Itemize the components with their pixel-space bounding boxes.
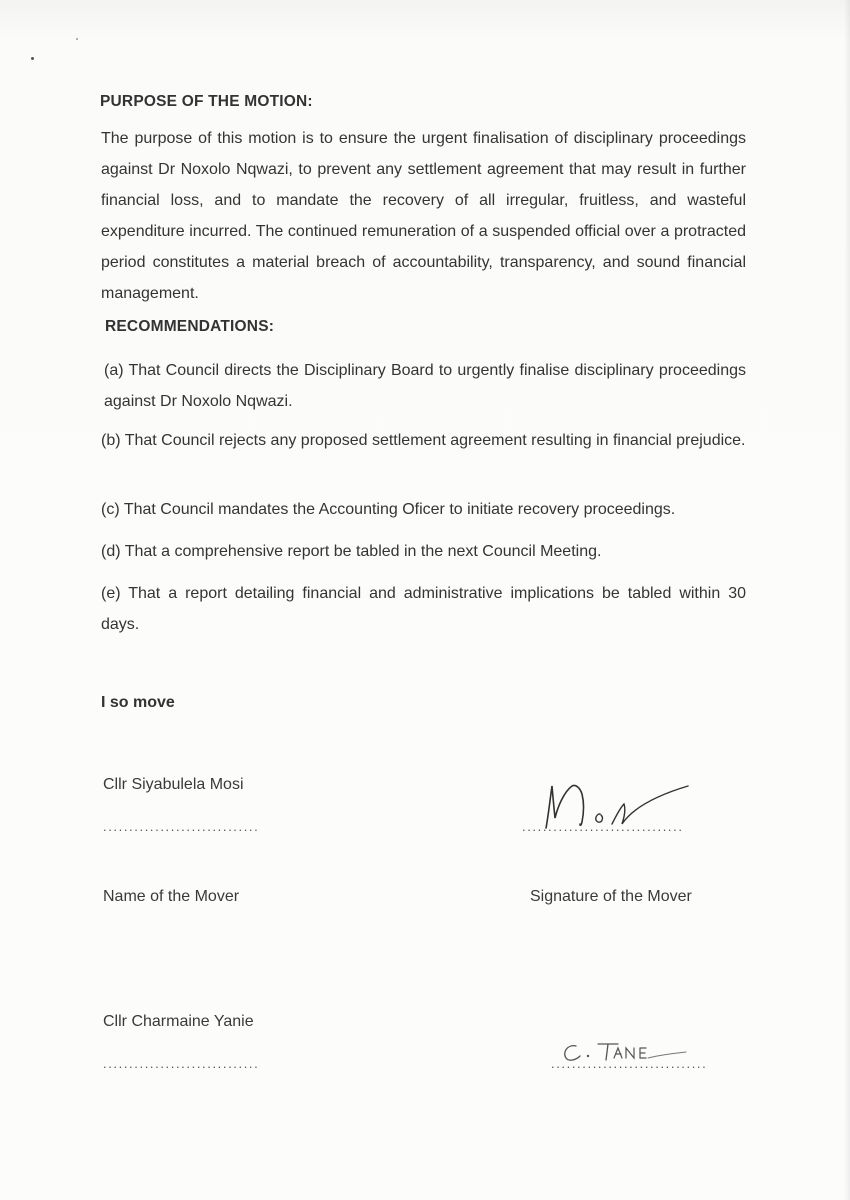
- mover-name-caption: Name of the Mover: [103, 888, 240, 905]
- mover-name: Cllr Siyabulela Mosi: [103, 776, 244, 793]
- scan-edge-shadow: [844, 0, 850, 1200]
- purpose-heading: PURPOSE OF THE MOTION:: [100, 93, 313, 110]
- mover-signature-caption: Signature of the Mover: [530, 888, 692, 905]
- recommendation-item-c: (c) That Council mandates the Accounting Oficer to initiate recovery proceedings.: [101, 501, 676, 518]
- recommendation-item-a: (a) That Council directs the Disciplinary Board to urgently finalise disciplinary proceedings against Dr Noxolo Nqwazi.: [104, 362, 746, 410]
- recommendation-item-e: (e) That a report detailing financial and administrative implications be tabled within 30 days.: [101, 585, 746, 633]
- recommendation-item-d: (d) That a comprehensive report be tabled in the next Council Meeting.: [101, 543, 602, 560]
- mover-name-dotted-line: ..............................: [103, 819, 260, 834]
- seconder-name-dotted-line: ..............................: [103, 1056, 260, 1071]
- recommendation-item-b: (b) That Council rejects any proposed settlement agreement resulting in financial prejudice.: [101, 432, 746, 449]
- seconder-signature-dotted-line: ..............................: [551, 1056, 708, 1071]
- scan-speck: [31, 57, 34, 60]
- seconder-name: Cllr Charmaine Yanie: [103, 1013, 254, 1030]
- closing-statement: I so move: [101, 694, 175, 711]
- mover-signature-dotted-line: ...............................: [522, 819, 684, 834]
- scan-speck: [76, 38, 78, 40]
- purpose-paragraph: The purpose of this motion is to ensure the urgent finalisation of disciplinary proceedings against Dr Noxolo Nqwazi, to prevent any settlement agreement that may result in further financial loss, and to mandate the recovery of all irregular, fruitless, and wasteful expenditure incurred. The continued remuneration of a suspended official over a protracted period constitutes a material breach of accountability, transparency, and sound financial management.: [101, 130, 746, 302]
- recommendations-heading: RECOMMENDATIONS:: [105, 318, 275, 335]
